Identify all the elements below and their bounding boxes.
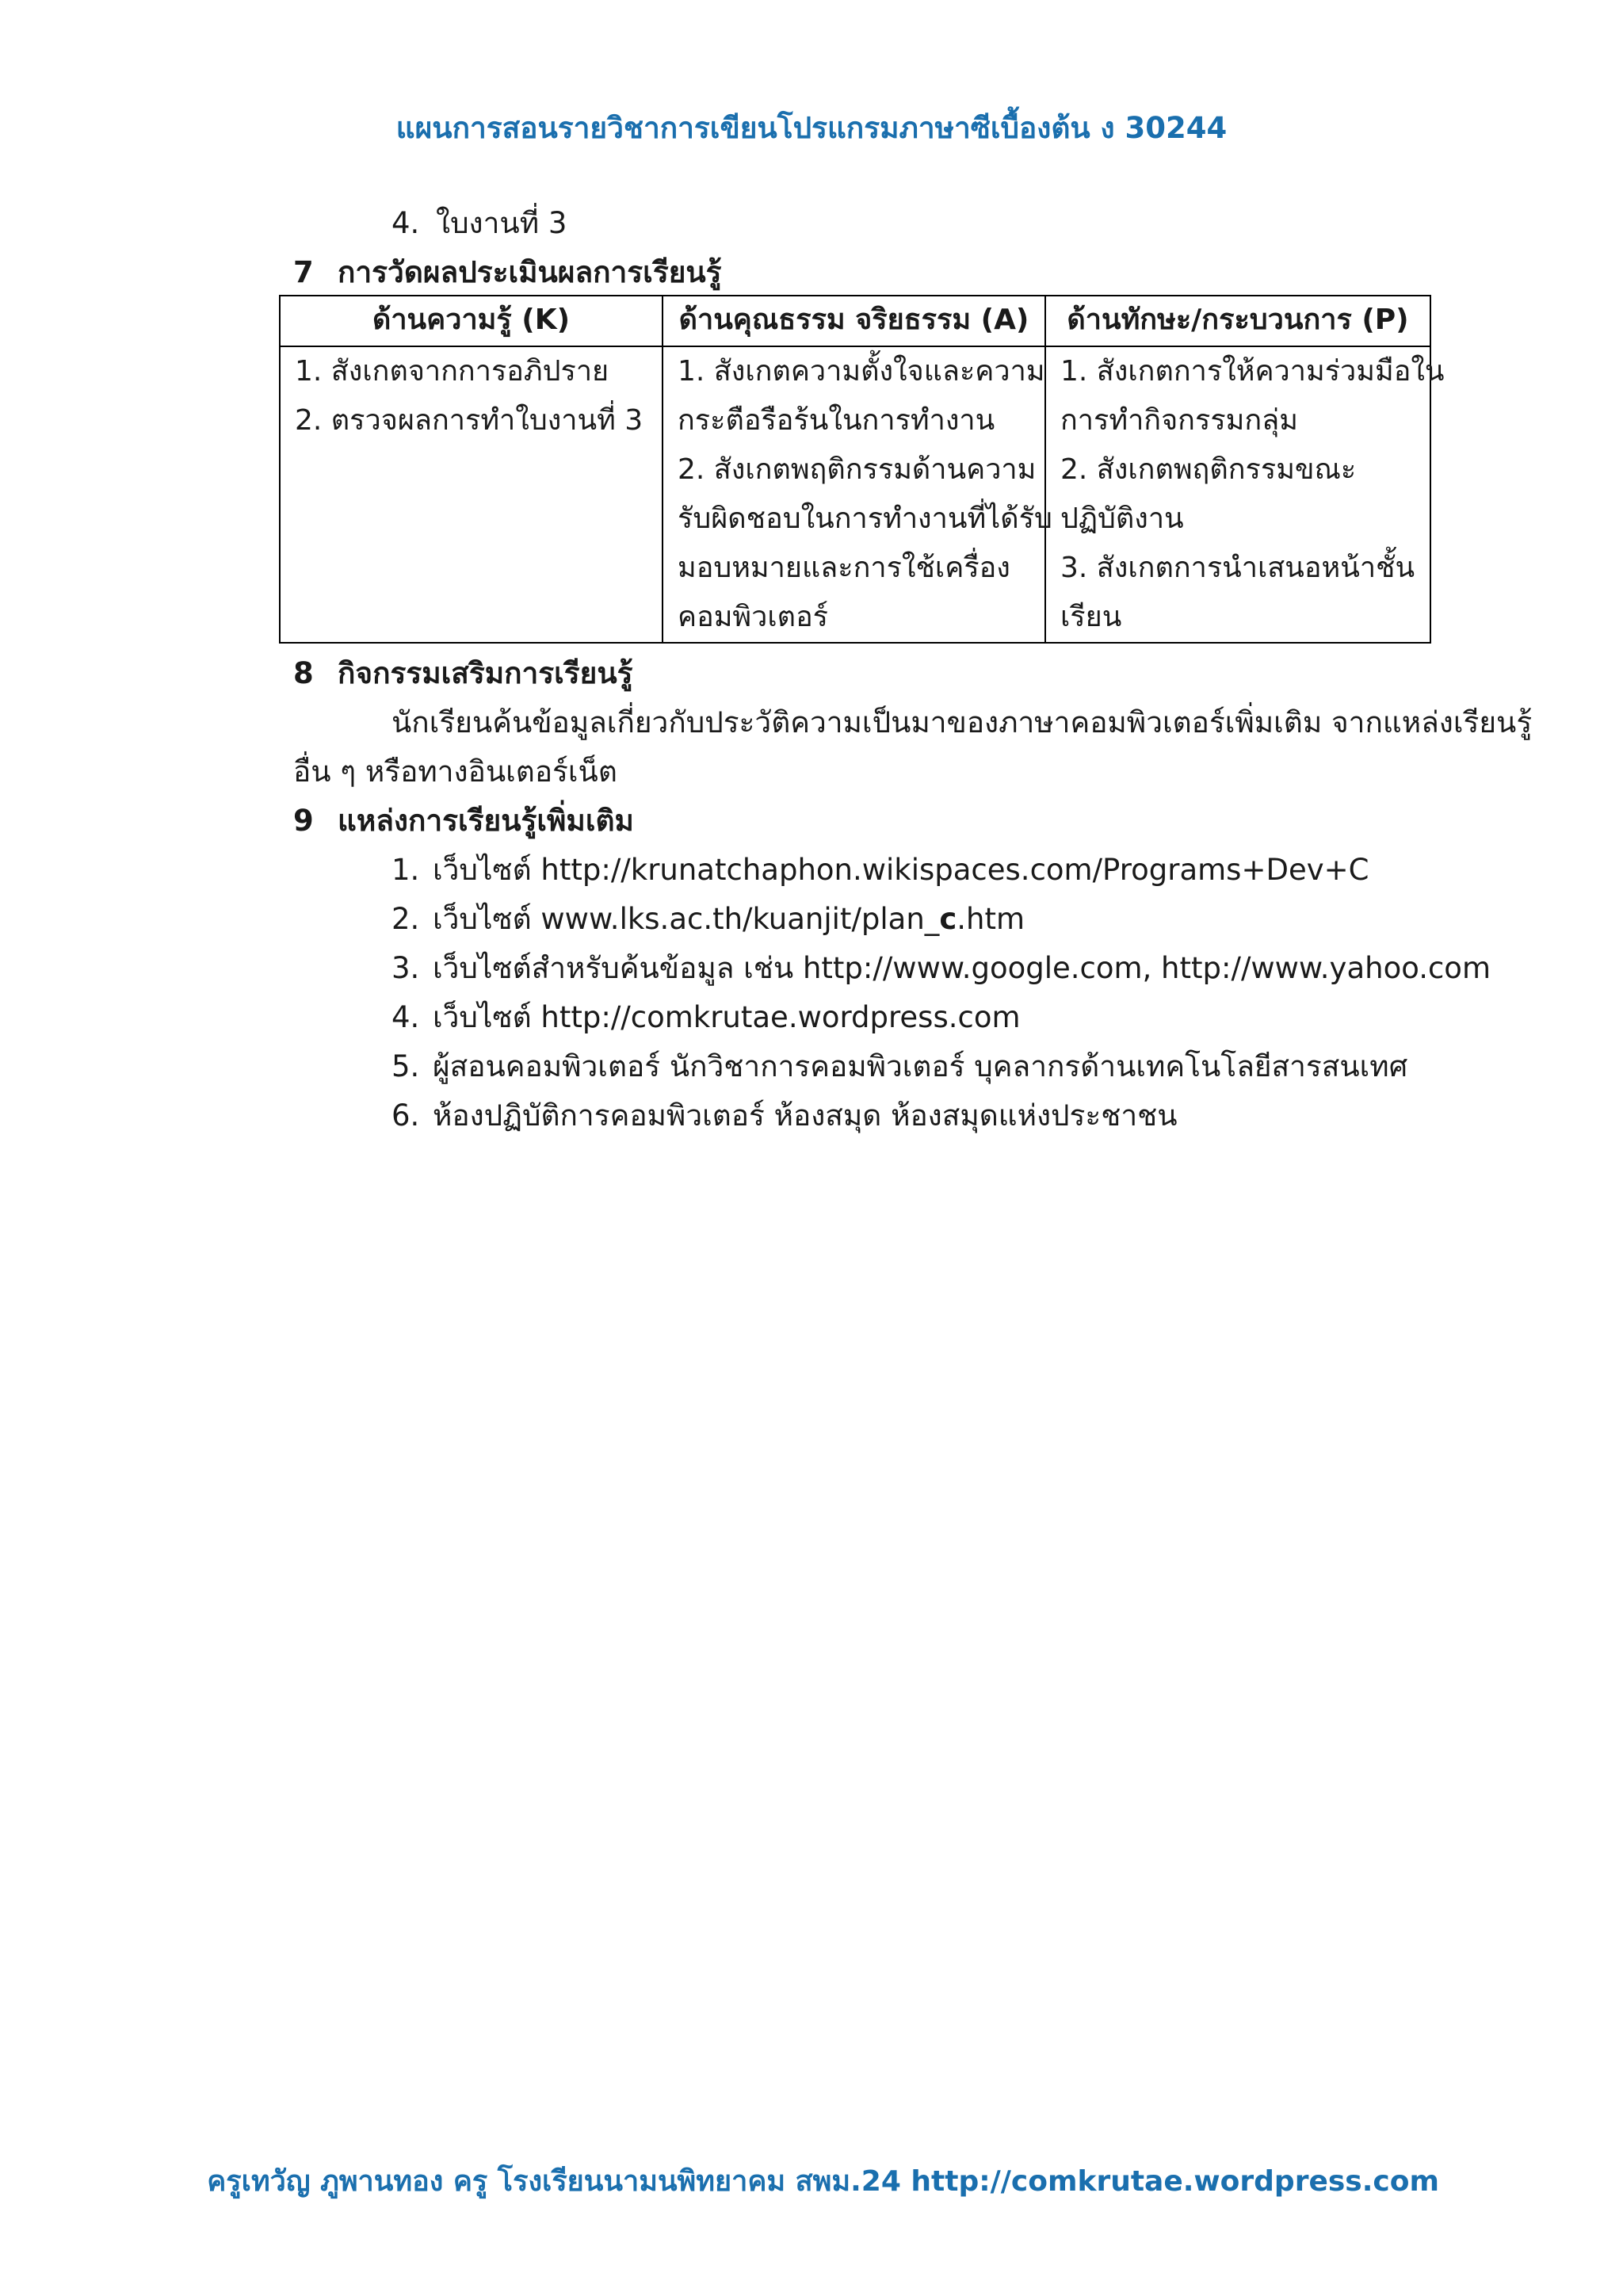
table-header-row bbox=[280, 296, 1430, 346]
header-process: ด้านทักษะ/กระบวนการ (P) bbox=[1045, 296, 1430, 346]
cell-line: มอบหมายและการใช้เครื่อง bbox=[678, 552, 1010, 584]
section-title: แหล่งการเรียนรู้เพิ่มเติม bbox=[338, 804, 634, 838]
section-number: 9 bbox=[293, 804, 314, 838]
cell-line: ปฏิบัติงาน bbox=[1060, 502, 1184, 535]
cell-attitude bbox=[663, 346, 1052, 643]
list-text: ผู้สอนคอมพิวเตอร์ นักวิชาการคอมพิวเตอร์ บุคลากรด้านเทคโนโลยีสารสนเทศ bbox=[433, 1049, 1408, 1083]
section-title: การวัดผลประเมินผลการเรียนรู้ bbox=[338, 255, 722, 289]
list-number: 3. bbox=[391, 951, 420, 985]
cell-line: 3. สังเกตการนำเสนอหน้าชั้น bbox=[1060, 552, 1415, 584]
cell-process bbox=[1045, 346, 1445, 643]
page-header: แผนการสอนรายวิชาการเขียนโปรแกรมภาษาซีเบื้องต้น ง 30244 bbox=[395, 111, 1228, 145]
page-footer: ครูเทวัญ ภูพานทอง ครู โรงเรียนนามนพิทยาคม สพม.24 http://comkrutae.wordpress.com bbox=[207, 2165, 1439, 2198]
cell-line: เรียน bbox=[1060, 601, 1122, 633]
list-text-bold: c bbox=[939, 902, 957, 936]
section-number: 7 bbox=[293, 255, 314, 289]
list-number: 4. bbox=[391, 1000, 420, 1034]
list-item bbox=[391, 895, 1025, 944]
section-number: 8 bbox=[293, 656, 314, 690]
list-item bbox=[391, 1042, 1407, 1091]
list-number: 1. bbox=[391, 853, 420, 887]
section-8-text-line2: อื่น ๆ หรือทางอินเตอร์เน็ต bbox=[293, 755, 617, 789]
cell-line: 2. สังเกตพฤติกรรมด้านความ bbox=[678, 453, 1037, 486]
worksheet-item bbox=[391, 199, 567, 248]
list-item bbox=[391, 944, 1491, 993]
list-text: เว็บไซต์สำหรับค้นข้อมูล เช่น http://www.google.com, http://www.yahoo.com bbox=[433, 951, 1491, 985]
list-item bbox=[391, 993, 1021, 1042]
list-text: เว็บไซต์ http://comkrutae.wordpress.com bbox=[433, 1000, 1021, 1034]
cell-line: 1. สังเกตจากการอภิปราย bbox=[295, 355, 609, 388]
header-knowledge: ด้านความรู้ (K) bbox=[280, 296, 663, 346]
header-attitude: ด้านคุณธรรม จริยธรรม (A) bbox=[663, 296, 1045, 346]
list-text-end: .htm bbox=[957, 902, 1025, 936]
section-title: กิจกรรมเสริมการเรียนรู้ bbox=[338, 656, 633, 690]
list-text: เว็บไซต์ www.lks.ac.th/kuanjit/plan_ bbox=[433, 902, 940, 936]
list-text: เว็บไซต์ http://krunatchaphon.wikispaces.com/Programs+Dev+C bbox=[433, 853, 1369, 887]
cell-line: รับผิดชอบในการทำงานที่ได้รับ bbox=[678, 502, 1052, 535]
item-text: ใบงานที่ 3 bbox=[436, 206, 567, 240]
list-text: ห้องปฏิบัติการคอมพิวเตอร์ ห้องสมุด ห้องสมุดแห่งประชาชน bbox=[433, 1098, 1178, 1133]
list-number: 6. bbox=[391, 1098, 420, 1133]
section-8-heading bbox=[293, 649, 633, 698]
cell-line: 1. สังเกตความตั้งใจและความ bbox=[678, 355, 1045, 388]
list-number: 2. bbox=[391, 902, 420, 936]
cell-knowledge bbox=[280, 346, 663, 643]
cell-line: กระตือรือร้นในการทำงาน bbox=[678, 404, 995, 437]
cell-line: 1. สังเกตการให้ความร่วมมือใน bbox=[1060, 355, 1445, 388]
cell-line: คอมพิวเตอร์ bbox=[678, 601, 829, 633]
table-row bbox=[280, 346, 1430, 643]
cell-line: การทำกิจกรรมกลุ่ม bbox=[1060, 404, 1298, 437]
section-8-text-line1: นักเรียนค้นข้อมูลเกี่ยวกับประวัติความเป็นมาของภาษาคอมพิวเตอร์เพิ่มเติม จากแหล่งเรียนรู้ bbox=[391, 705, 1533, 739]
item-number: 4. bbox=[391, 206, 420, 240]
cell-line: 2. ตรวจผลการทำใบงานที่ 3 bbox=[295, 404, 643, 437]
cell-line: 2. สังเกตพฤติกรรมขณะ bbox=[1060, 453, 1357, 486]
section-7-heading bbox=[293, 248, 722, 297]
list-item bbox=[391, 846, 1369, 895]
list-number: 5. bbox=[391, 1049, 420, 1083]
evaluation-table bbox=[279, 295, 1445, 644]
list-item bbox=[391, 1091, 1178, 1140]
section-9-heading bbox=[293, 797, 634, 846]
